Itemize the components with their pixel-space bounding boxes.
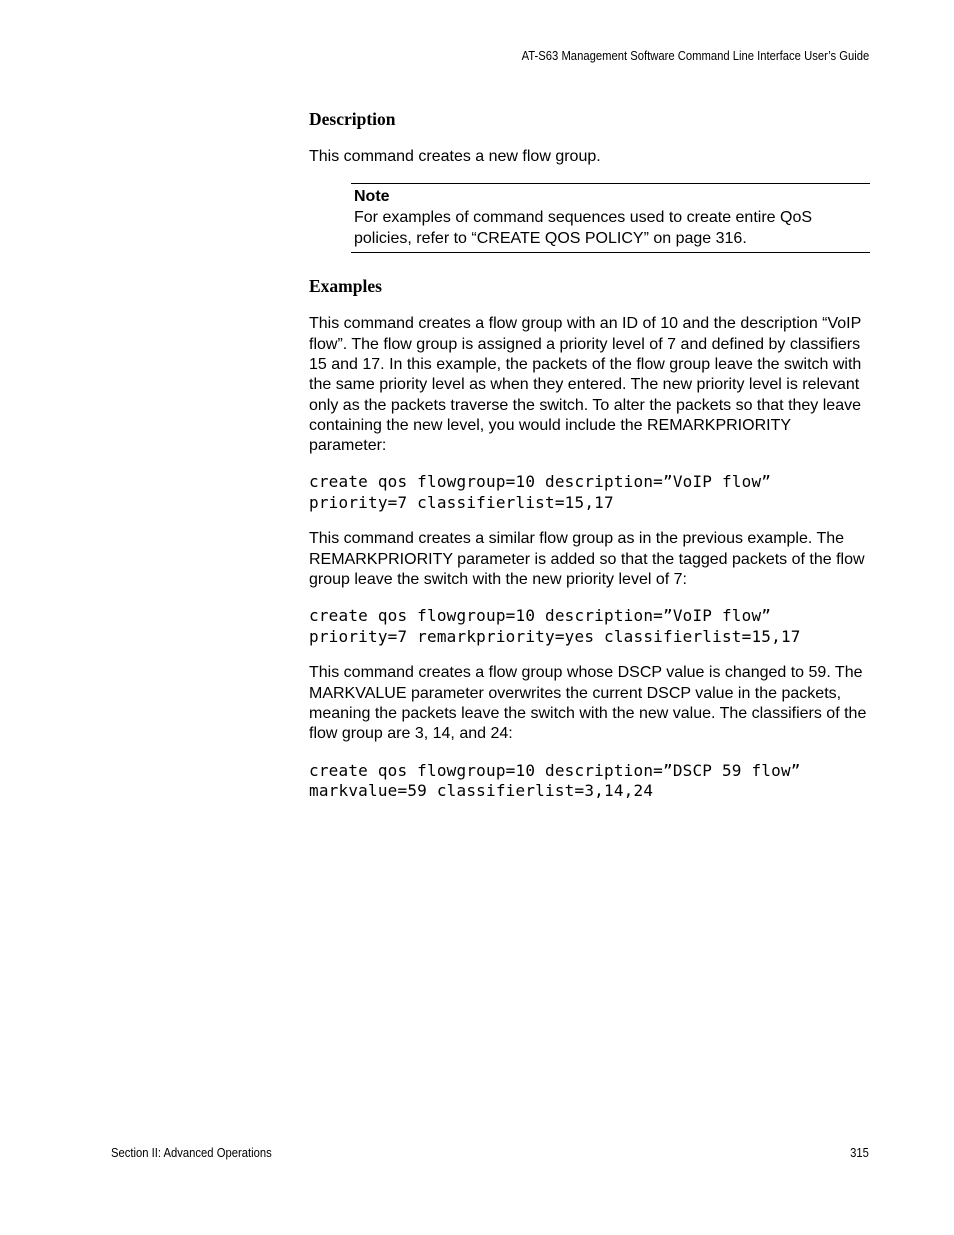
running-header: AT-S63 Management Software Command Line Interface User’s Guide bbox=[521, 49, 869, 63]
footer-section: Section II: Advanced Operations bbox=[111, 1146, 272, 1160]
example-code-2: create qos flowgroup=10 description=”VoIP flow” priority=7 remarkpriority=yes classifierlist=15,17 bbox=[309, 606, 801, 646]
example-code-3: create qos flowgroup=10 description=”DSCP 59 flow” markvalue=59 classifierlist=3,14,24 bbox=[309, 760, 801, 801]
note-box bbox=[351, 183, 870, 253]
description-heading: Description bbox=[309, 109, 396, 129]
page-number: 315 bbox=[850, 1146, 869, 1160]
example-text-1: This command creates a flow group with an ID of 10 and the description “VoIP flow”. The flow group is assigned a priority level of 7 and defined by classifiers 15 and 17. In this example, the packets of the flow group leave the switch with the same priority level as when they entered. The new priority level is relevant only as the packets traverse the switch. To alter the packets so that they leave containing the new level, you would include the REMARKPRIORITY parameter: bbox=[309, 315, 862, 455]
example-text-2: This command creates a similar flow group as in the previous example. The REMARKPRIORITY parameter is added so that the tagged packets of the flow group leave the switch with the new priority level of 7: bbox=[309, 530, 865, 589]
example-code-1: create qos flowgroup=10 description=”VoIP flow” priority=7 classifierlist=15,17 bbox=[309, 472, 772, 512]
description-text: This command creates a new flow group. bbox=[309, 148, 601, 165]
note-title: Note bbox=[354, 188, 390, 206]
example-text-3: This command creates a flow group whose DSCP value is changed to 59. The MARKVALUE parameter overwrites the current DSCP value in the packets, meaning the packets leave the switch with the new value. The classifiers of the flow group are 3, 14, and 24: bbox=[309, 664, 867, 743]
page-content bbox=[309, 108, 870, 802]
note-text: For examples of command sequences used to create entire QoS policies, refer to “CREATE QOS POLICY” on page 316. bbox=[354, 208, 813, 247]
examples-heading: Examples bbox=[309, 276, 382, 297]
